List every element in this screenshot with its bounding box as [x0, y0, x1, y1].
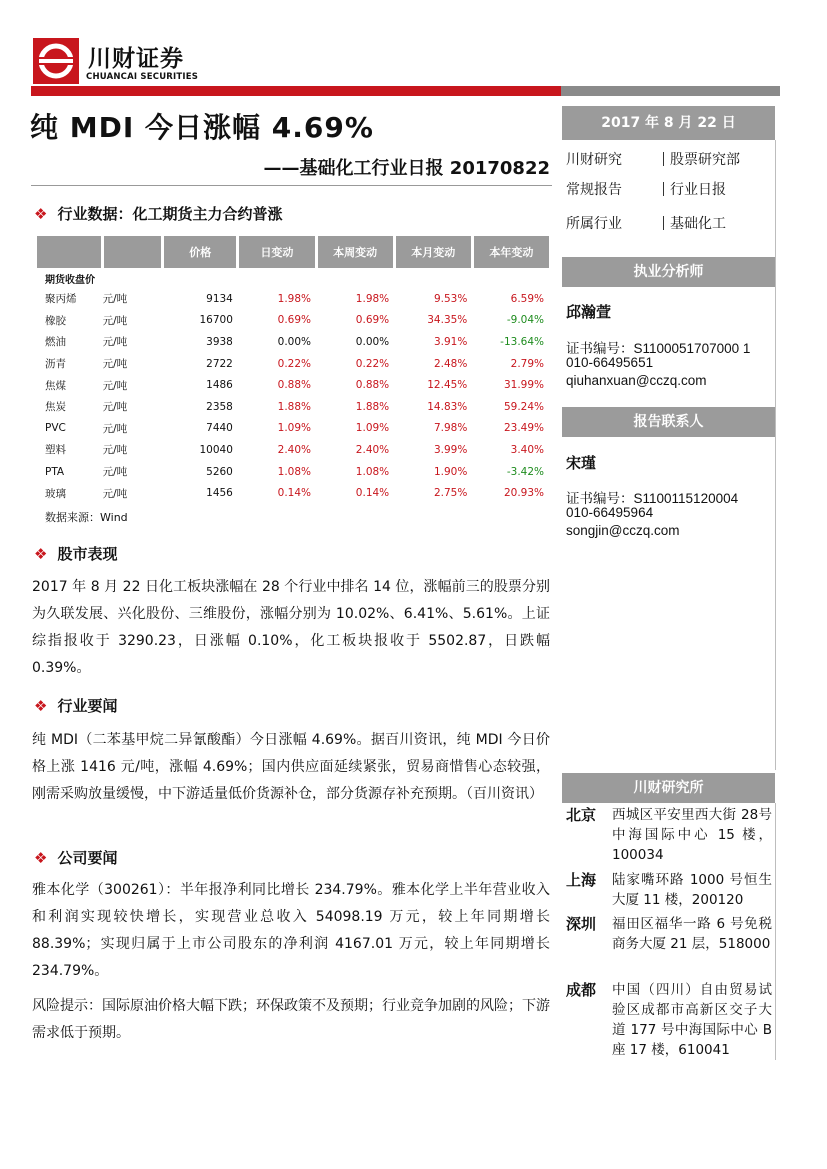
- meta-row: [566, 179, 726, 199]
- contact-email[interactable]: songjin@cczq.com: [566, 523, 680, 538]
- price-cell: 5260: [206, 465, 233, 478]
- section-heading-company-news: ❖ 公司要闻: [34, 849, 118, 867]
- sidebar-border: [775, 140, 776, 770]
- day-change-cell: 1.09%: [277, 422, 312, 435]
- year-change-cell: -9.04%: [506, 314, 544, 327]
- column-header: 本周变动: [316, 236, 394, 268]
- week-change-cell: 0.88%: [355, 379, 390, 392]
- logo-mark: [33, 38, 79, 84]
- commodity-name: 聚丙烯: [45, 293, 77, 306]
- office-border: [775, 803, 776, 1060]
- commodity-name: 焦炭: [45, 401, 66, 414]
- analyst-phone: 010-66495651: [566, 355, 654, 370]
- price-cell: 1486: [206, 379, 233, 392]
- office-city: 上海: [566, 871, 597, 889]
- report-date: 2017 年 8 月 22 日: [562, 106, 775, 140]
- column-header: [103, 236, 163, 268]
- day-change-cell: 0.69%: [277, 314, 312, 327]
- contact-phone: 010-66495964: [566, 505, 654, 520]
- year-change-cell: 20.93%: [503, 487, 544, 500]
- meta-separator: [663, 216, 664, 230]
- month-change-cell: 34.35%: [427, 314, 468, 327]
- meta-value: 基础化工: [670, 216, 726, 232]
- year-change-cell: 31.99%: [503, 379, 544, 392]
- table-row: [37, 396, 549, 418]
- week-change-cell: 2.40%: [355, 443, 390, 456]
- title-divider: [31, 185, 552, 186]
- office-address: 中国（四川）自由贸易试验区成都市高新区交子大道 177 号中海国际中心 B 座 17 楼，610041: [612, 982, 772, 1058]
- office-address: 福田区福华一路 6 号免税商务大厦 21 层，518000: [612, 916, 772, 952]
- company-news-paragraph: 雅本化学（300261）：半年报净利同比增长 234.79%。雅本化学上半年营业收入和利润实现较快增长，实现营业总收入 54098.19 万元，较上年同期增长 88.39%；实现归属于上市公司股东的净利润 4167.01 万元，较上年同期增长 234.79%。: [32, 882, 550, 979]
- table-group-row: [37, 268, 549, 288]
- month-change-cell: 2.75%: [433, 487, 468, 500]
- day-change-cell: 0.14%: [277, 487, 312, 500]
- week-change-cell: 1.08%: [355, 465, 390, 478]
- contact-name: 宋瑾: [566, 454, 597, 472]
- office-block: [562, 805, 775, 865]
- price-cell: 7440: [206, 422, 233, 435]
- office-address: 陆家嘴环路 1000 号恒生大厦 11 楼，200120: [612, 872, 772, 908]
- section-heading-market: ❖ 股市表现: [34, 545, 118, 563]
- week-change-cell: 0.22%: [355, 357, 390, 370]
- year-change-cell: 2.79%: [510, 357, 544, 370]
- institute-heading: 川财研究所: [562, 773, 775, 803]
- table-row: [37, 482, 549, 504]
- year-change-cell: 3.40%: [510, 443, 544, 456]
- price-cell: 16700: [199, 314, 233, 327]
- logo-name: 川财证券: [88, 46, 184, 72]
- logo-name-en: CHUANCAI SECURITIES: [86, 72, 199, 82]
- price-cell: 3938: [206, 335, 233, 348]
- week-change-cell: 0.69%: [355, 314, 390, 327]
- office-city: 成都: [566, 981, 597, 999]
- commodity-name: 沥青: [45, 358, 66, 371]
- table-row: [37, 374, 549, 396]
- commodity-name: 橡胶: [45, 314, 66, 327]
- meta-key: 常规报告: [566, 182, 622, 198]
- unit-cell: 元/吨: [102, 314, 128, 327]
- month-change-cell: 3.91%: [433, 335, 468, 348]
- table-row: [37, 461, 549, 483]
- unit-cell: 元/吨: [102, 444, 128, 457]
- diamond-bullet-icon: ❖: [34, 205, 48, 223]
- column-header: 价格: [163, 236, 238, 268]
- commodity-name: 燃油: [45, 336, 66, 349]
- office-block: [562, 980, 775, 1060]
- unit-cell: 元/吨: [102, 422, 128, 435]
- column-header: 本月变动: [394, 236, 472, 268]
- price-cell: 1456: [206, 487, 233, 500]
- year-change-cell: 59.24%: [503, 400, 544, 413]
- logo-icon: [33, 38, 79, 84]
- analyst-email[interactable]: qiuhanxuan@cczq.com: [566, 373, 707, 388]
- futures-table: [37, 236, 549, 504]
- meta-value: 股票研究部: [670, 152, 740, 168]
- unit-cell: 元/吨: [102, 401, 128, 414]
- analyst-heading: 执业分析师: [562, 257, 775, 287]
- table-row: [37, 439, 549, 461]
- unit-cell: 元/吨: [102, 379, 128, 392]
- meta-separator: [663, 152, 664, 166]
- analyst-cert: 证书编号：S1100051707000 1: [566, 341, 751, 356]
- month-change-cell: 3.99%: [433, 443, 468, 456]
- table-row: [37, 418, 549, 440]
- meta-row: [566, 149, 740, 169]
- month-change-cell: 12.45%: [427, 379, 468, 392]
- year-change-cell: 6.59%: [510, 292, 544, 305]
- commodity-name: PTA: [45, 465, 65, 478]
- week-change-cell: 1.98%: [355, 292, 390, 305]
- meta-separator: [663, 182, 664, 196]
- table-header-row: [37, 236, 549, 268]
- week-change-cell: 1.88%: [355, 400, 390, 413]
- analyst-name: 邱瀚萱: [566, 303, 612, 321]
- office-block: [562, 870, 775, 910]
- section-heading-industry-data: ❖ 行业数据：化工期货主力合约普涨: [34, 205, 283, 223]
- month-change-cell: 9.53%: [433, 292, 468, 305]
- month-change-cell: 14.83%: [427, 400, 468, 413]
- industry-news-paragraph: 纯 MDI（二苯基甲烷二异氰酸酯）今日涨幅 4.69%。据百川资讯，纯 MDI 今日价格上涨 1416 元/吨，涨幅 4.69%；国内供应面延续紧张，贸易商惜售心态较强，刚需采购放量缓慢，中下游适量低价货源补仓，部分货源存补充预期。（百川资讯）: [32, 732, 550, 802]
- group-label: 期货收盘价: [45, 274, 95, 286]
- diamond-bullet-icon: ❖: [34, 849, 48, 867]
- commodity-name: 塑料: [45, 444, 66, 457]
- meta-key: 川财研究: [566, 152, 622, 168]
- day-change-cell: 2.40%: [277, 443, 312, 456]
- commodity-name: PVC: [45, 422, 66, 435]
- office-address: 西城区平安里西大街 28号中海国际中心 15 楼，100034: [612, 807, 772, 863]
- week-change-cell: 0.14%: [355, 487, 390, 500]
- day-change-cell: 1.08%: [277, 465, 312, 478]
- year-change-cell: -13.64%: [500, 335, 544, 348]
- unit-cell: 元/吨: [102, 358, 128, 371]
- day-change-cell: 1.88%: [277, 400, 312, 413]
- office-block: [562, 914, 775, 974]
- contact-cert: 证书编号：S1100115120004: [566, 491, 739, 506]
- office-city: 深圳: [566, 915, 597, 933]
- header-bar-accent: [31, 86, 561, 96]
- header-bar: [31, 86, 780, 96]
- commodity-name: 焦煤: [45, 379, 66, 392]
- report-subtitle: ——基础化工行业日报 20170822: [263, 158, 550, 179]
- meta-value: 行业日报: [670, 182, 726, 198]
- column-header: 本年变动: [472, 236, 549, 268]
- unit-cell: 元/吨: [102, 466, 128, 479]
- year-change-cell: -3.42%: [506, 465, 544, 478]
- column-header: [37, 236, 103, 268]
- commodity-name: 玻璃: [45, 487, 66, 500]
- report-title: 纯 MDI 今日涨幅 4.69%: [30, 111, 374, 144]
- market-paragraph: 2017 年 8 月 22 日化工板块涨幅在 28 个行业中排名 14 位，涨幅前三的股票分别为久联发展、兴化股份、三维股份，涨幅分别为 10.02%、6.41%、5.61%。上证综指报收于 3290.23，日涨幅 0.10%，化工板块报收于 5502.87，日跌幅 0.39%。: [32, 579, 550, 676]
- table-row: [37, 310, 549, 332]
- data-source: 数据来源：Wind: [45, 511, 128, 524]
- month-change-cell: 2.48%: [433, 357, 468, 370]
- day-change-cell: 0.00%: [277, 335, 312, 348]
- unit-cell: 元/吨: [102, 293, 128, 306]
- price-cell: 9134: [206, 292, 233, 305]
- price-cell: 10040: [199, 443, 233, 456]
- day-change-cell: 0.88%: [277, 379, 312, 392]
- unit-cell: 元/吨: [102, 336, 128, 349]
- table-row: [37, 353, 549, 375]
- price-cell: 2722: [206, 357, 233, 370]
- year-change-cell: 23.49%: [503, 422, 544, 435]
- month-change-cell: 1.90%: [433, 465, 468, 478]
- table-row: [37, 288, 549, 310]
- contact-heading: 报告联系人: [562, 407, 775, 437]
- section-heading-industry-news: ❖ 行业要闻: [34, 697, 118, 715]
- diamond-bullet-icon: ❖: [34, 697, 48, 715]
- unit-cell: 元/吨: [102, 487, 128, 500]
- week-change-cell: 1.09%: [355, 422, 390, 435]
- risk-paragraph: 风险提示：国际原油价格大幅下跌；环保政策不及预期；行业竞争加剧的风险；下游需求低于预期。: [32, 998, 550, 1041]
- day-change-cell: 0.22%: [277, 357, 312, 370]
- meta-key: 所属行业: [566, 216, 622, 232]
- price-cell: 2358: [206, 400, 233, 413]
- week-change-cell: 0.00%: [355, 335, 390, 348]
- month-change-cell: 7.98%: [433, 422, 468, 435]
- column-header: 日变动: [238, 236, 316, 268]
- diamond-bullet-icon: ❖: [34, 545, 48, 563]
- office-city: 北京: [566, 806, 597, 824]
- table-row: [37, 331, 549, 353]
- day-change-cell: 1.98%: [277, 292, 312, 305]
- meta-row: [566, 213, 726, 233]
